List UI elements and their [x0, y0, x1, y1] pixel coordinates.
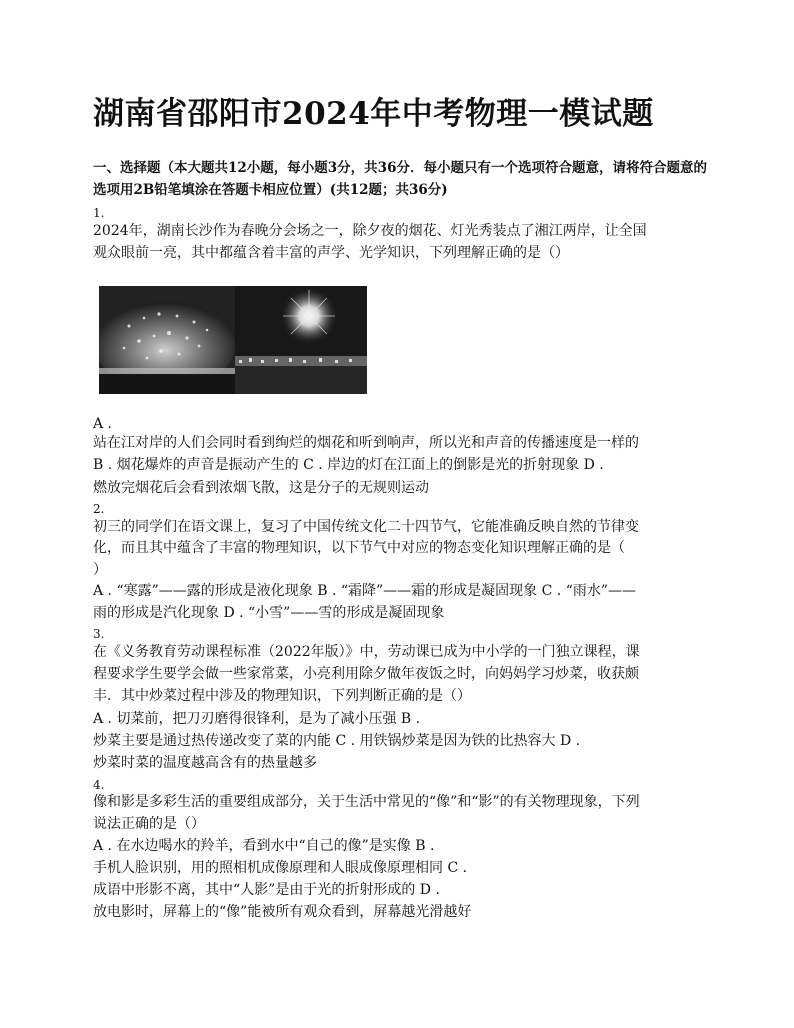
- question-2-option-line-1: A . “寒露”——露的形成是液化现象 B . “霜降”——霜的形成是凝固现象 C . “雨水”——: [93, 583, 637, 599]
- question-number-2: 2.: [93, 502, 105, 516]
- question-4-option-line-1: A . 在水边喝水的羚羊，看到水中“自己的像”是实像 B .: [93, 838, 435, 854]
- question-1-option-line-1: A .: [93, 416, 113, 432]
- question-3-stem-line-3: 丰．其中炒菜过程中涉及的物理知识，下列判断正确的是（）: [93, 688, 471, 704]
- question-3-option-line-1: A . 切菜前，把刀刃磨得很锋利，是为了减小压强 B .: [93, 711, 421, 727]
- question-4-stem-line-2: 说法正确的是（）: [93, 816, 205, 832]
- question-2-stem-line-2: 化，而且其中蕴含了丰富的物理知识，以下节气中对应的物态变化知识理解正确的是（: [93, 540, 625, 556]
- question-2-stem-line-3: ）: [93, 562, 107, 578]
- question-3-stem-line-2: 程要求学生要学会做一些家常菜，小亮利用除夕做年夜饭之时，向妈妈学习炒菜，收获颇: [93, 666, 639, 682]
- question-1-option-line-2: 站在江对岸的人们会同时看到绚烂的烟花和听到响声，所以光和声音的传播速度是一样的: [93, 435, 639, 451]
- question-4-stem-line-1: 像和影是多彩生活的重要组成部分，关于生活中常见的“像”和“影”的有关物理现象，下列: [93, 794, 640, 810]
- question-3-option-line-2: 炒菜主要是通过热传递改变了菜的内能 C . 用铁锅炒菜是因为铁的比热容大 D .: [93, 733, 581, 749]
- question-2-option-line-2: 雨的形成是汽化现象 D . “小雪”——雪的形成是凝固现象: [93, 605, 445, 621]
- page-title: 湖南省邵阳市2024年中考物理一模试题: [93, 96, 654, 132]
- question-2-stem-line-1: 初三的同学们在语文课上，复习了中国传统文化二十四节气，它能准确反映自然的节律变: [93, 519, 639, 535]
- question-1-stem-line-1: 2024年，湖南长沙作为春晚分会场之一，除夕夜的烟花、灯光秀装点了湘江两岸，让全国: [93, 223, 647, 239]
- question-number-3: 3.: [93, 627, 105, 641]
- question-4-option-line-3: 成语中形影不离，其中“人影”是由于光的折射形成的 D .: [93, 882, 440, 898]
- question-number-1: 1.: [93, 206, 105, 220]
- question-1-option-line-3: B . 烟花爆炸的声音是振动产生的 C . 岸边的灯在江面上的倒影是光的折射现象 D .: [93, 457, 604, 473]
- question-number-4: 4.: [93, 778, 105, 792]
- question-4-option-line-4: 放电影时，屏幕上的“像”能被所有观众看到，屏幕越光滑越好: [93, 904, 472, 920]
- question-3-option-line-3: 炒菜时菜的温度越高含有的热量越多: [93, 755, 317, 771]
- fireworks-photo: [99, 286, 367, 394]
- question-4-option-line-2: 手机人脸识别，用的照相机成像原理和人眼成像原理相同 C .: [93, 860, 468, 876]
- question-3-stem-line-1: 在《义务教育劳动课程标准（2022年版）》中，劳动课已成为中小学的一门独立课程，课: [93, 644, 640, 660]
- question-1-stem-line-2: 观众眼前一亮，其中都蕴含着丰富的声学、光学知识，下列理解正确的是（）: [93, 245, 569, 261]
- section-heading: 一、选择题（本大题共12小题，每小题3分，共36分．每小题只有一个选项符合题意，请将符合题意的选项用2B铅笔填涂在答题卡相应位置）(共12题；共36分): [93, 160, 707, 198]
- question-1-option-line-4: 燃放完烟花后会看到浓烟飞散，这是分子的无规则运动: [93, 480, 429, 496]
